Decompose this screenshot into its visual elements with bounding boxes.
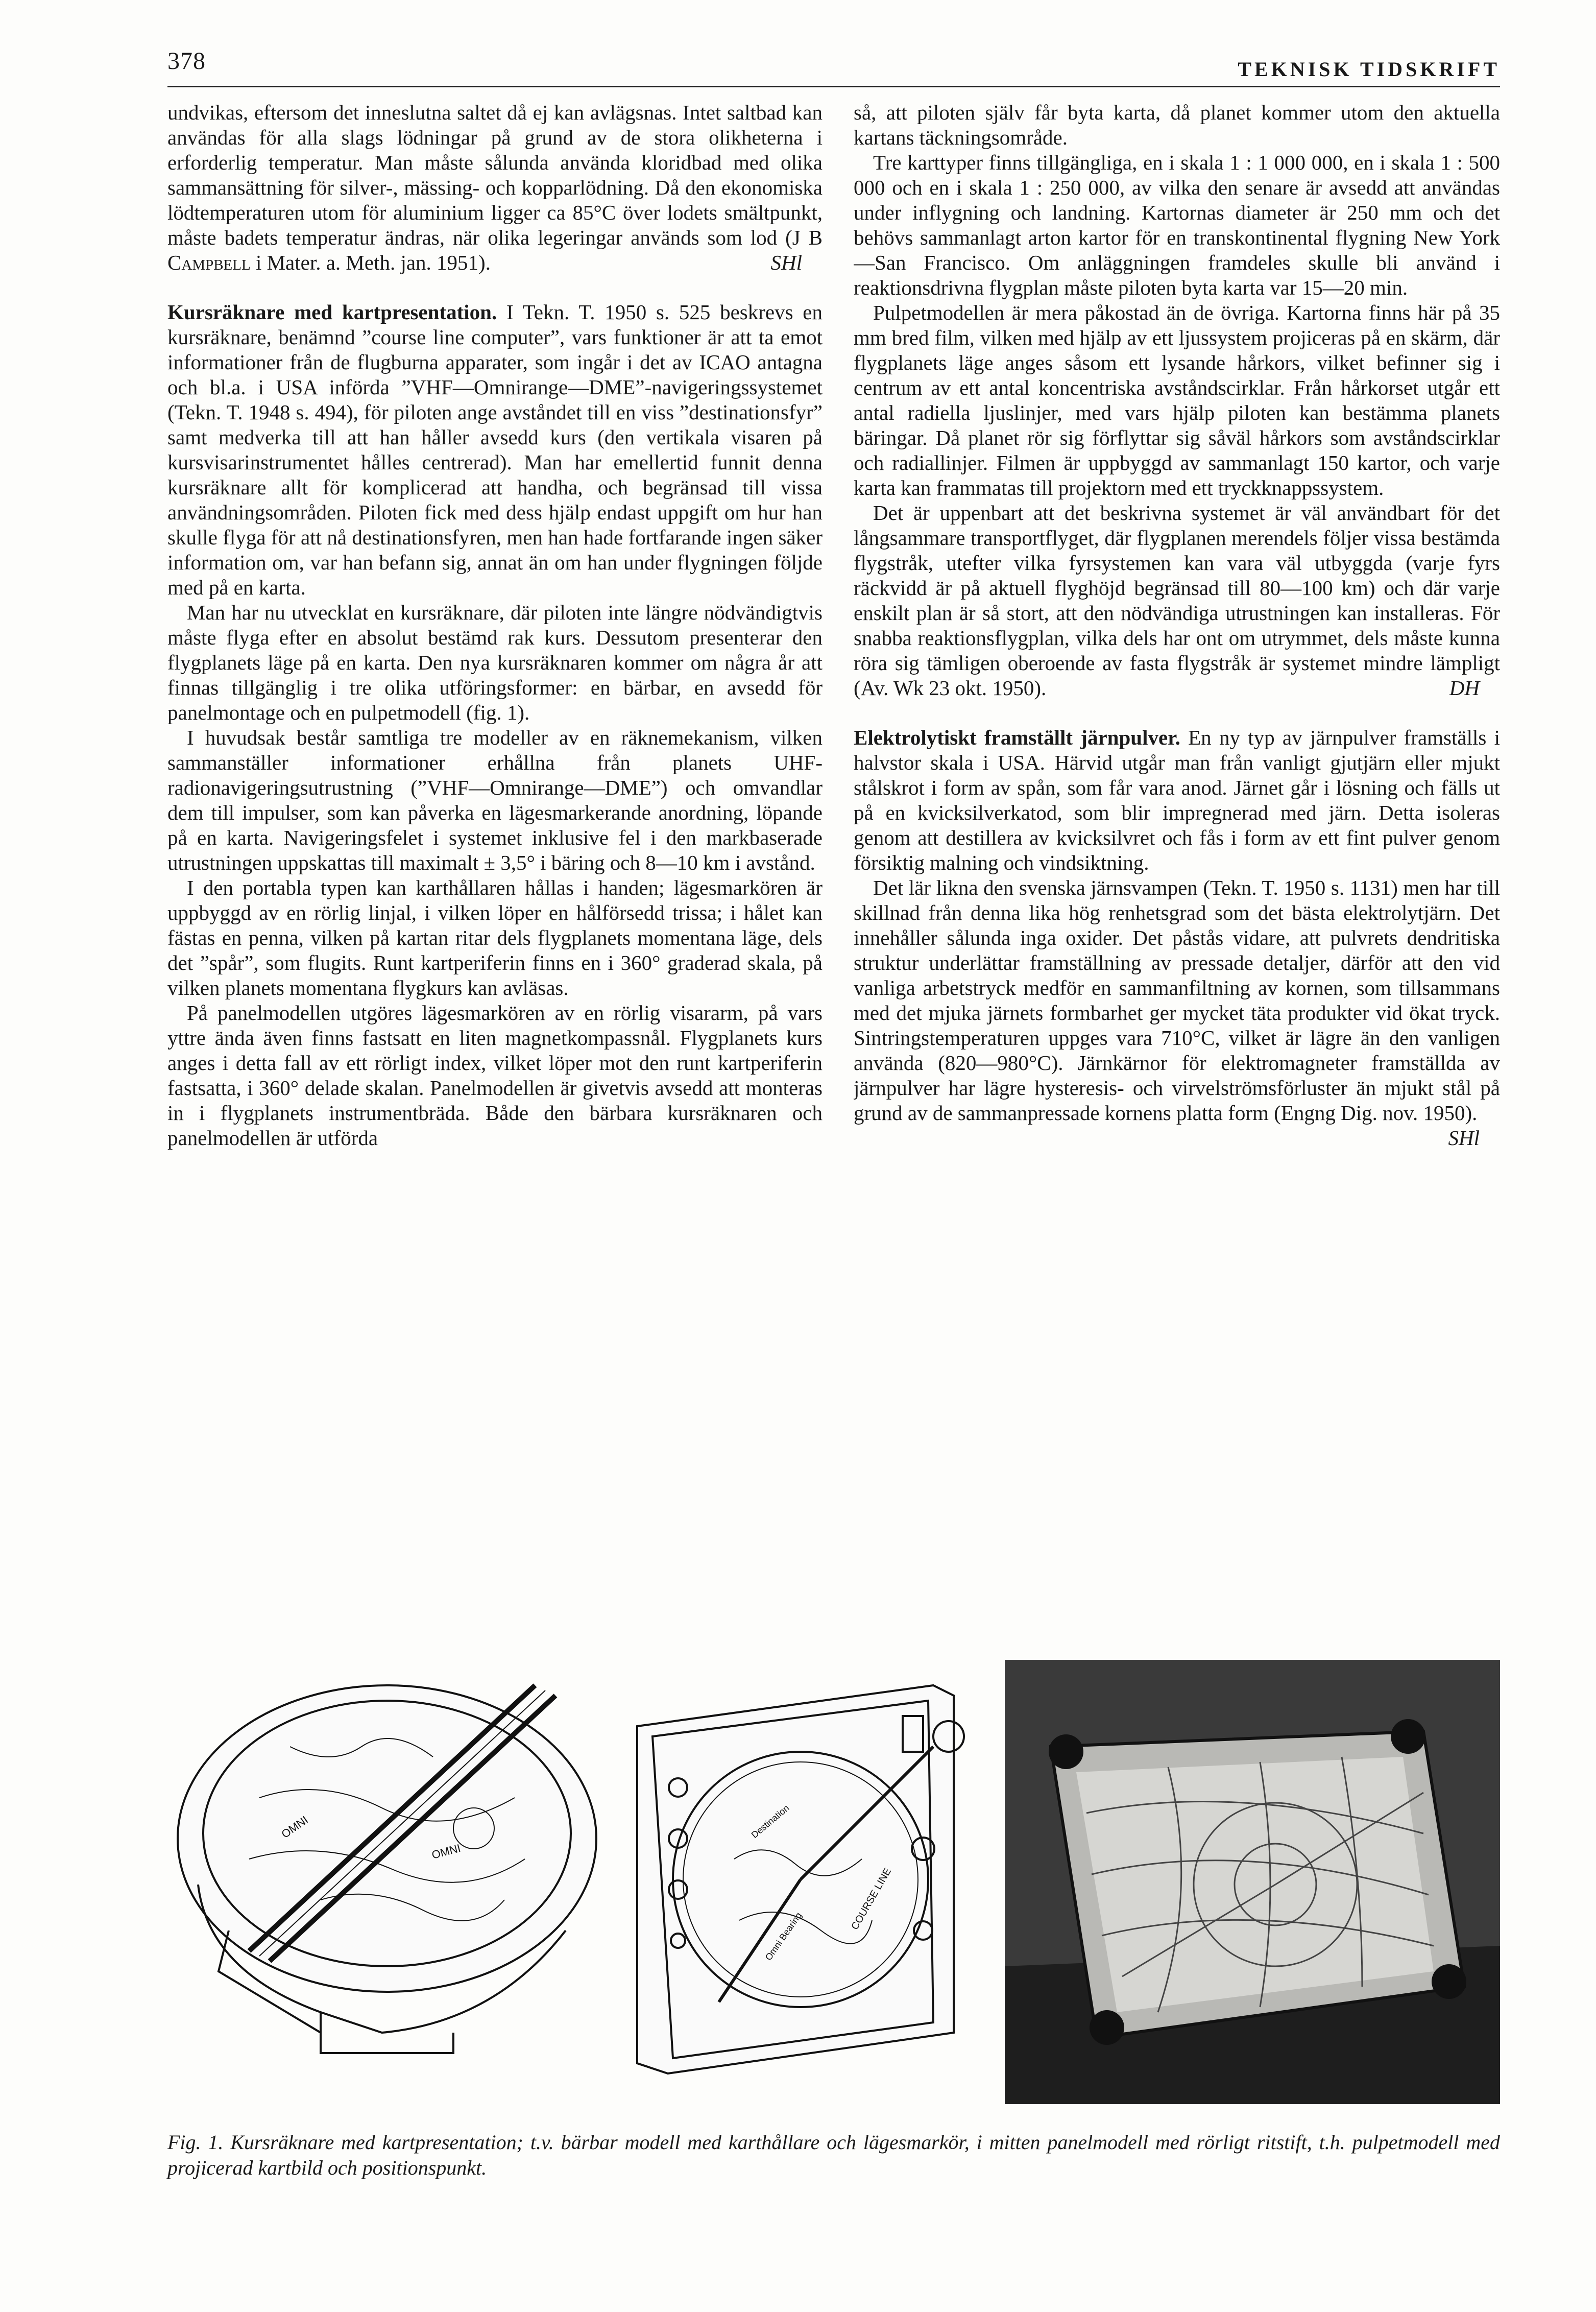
portable-computer-drawing [167, 1644, 607, 2104]
paragraph-text: Det lär likna den svenska järnsvampen (Tekn. T. 1950 s. 1131) men har till skillnad från denna lika hög renhetsgrad som det bästa elektrolytjärn. Det innehåller sålunda inga oxider. Det påstås vidare, att pulvrets dendritiska struktur underlättar framställning av pressade detaljer, därför att den vid vanliga arbetstryck medför en sammanfiltning av kornen, som tillsammans med det mjuka järnets formbarhet ger mycket täta produkter vid ökat tryck. Sintringstemperaturen uppges vara 710°C, vilket är lägre än den vanligen använda (820—980°C). Järnkärnor för elektromagneter framställda av järnpulver har lägre hysteresis- och virvelströmsförluster än mjukt stål på grund av de sammanpressade kornens platta form (Engng Dig. nov. 1950). [854, 876, 1500, 1125]
section-paragraph [167, 300, 823, 600]
paragraph [854, 500, 1500, 701]
figure-caption: Fig. 1. Kursräknare med kartpresentation; t.v. bärbar modell med karthållare och lägesmarkör, i mitten panelmodell med rörligt ritstift, t.h. pulpetmodell med projicerad kartbild och positionspunkt. [167, 2131, 1500, 2179]
panel-computer-drawing [617, 1644, 1005, 2104]
paragraph: Man har nu utvecklat en kursräknare, där piloten inte längre nödvändigtvis måste flyga efter en absolut bestämd rak kurs. Dessutom presenterar den flygplanets läge på en karta. Den nya kursräknaren kommer om några år att finnas tillgänglig i tre olika utföringsformer: en bärbar, en avsedd för panelmontage och en pulpetmodell (fig. 1). [167, 601, 823, 724]
figure-1 [167, 1644, 1500, 2104]
label-omni-bearing: Omni Bearing [763, 1910, 804, 1963]
section-paragraph [854, 725, 1500, 875]
label-course-line: COURSE LINE [849, 1866, 894, 1932]
paragraph: I den portabla typen kan karthållaren hållas i handen; lägesmarkören är uppbyggd av en rörlig linjal, i vilken löper en hålförsedd trissa; i hålet kan fästas en penna, vilken på kartan ritar dels flygplanets momentana läge, dels det ”spår”, som flugits. Runt kartperiferin finns en i 360° graderad skala, på vilken planets momentana flygkurs kan avläsas. [167, 876, 823, 999]
paragraph-text: undvikas, eftersom det inneslutna saltet då ej kan avlägsnas. Intet saltbad kan användas för alla slags lödningar på grund av de stora olikheterna i erforderlig temperatur. Man måste sålunda använda kloridbad med olika sammansättning för silver-, mässing- och kopparlödning. Då den ekonomiska lödtemperaturen utom för aluminium ligger ca 85°C över lodets smältpunkt, måste badets temperatur ändras, när olika legeringar används som lod (J B [167, 101, 823, 249]
paragraph: Pulpetmodellen är mera påkostad än de övriga. Kartorna finns här på 35 mm bred film, vilken med hjälp av ett ljussystem projiceras på en skärm, där flygplanets läge anges såsom ett lysande hårkors, vilket befinner sig i centrum av ett antal koncentriska avståndscirklar. Från hårkorset utgår ett antal radiella ljuslinjer, med vars hjälp piloten kan bestämma planets bäringar. Då planet rör sig förflyttar sig såväl hårkors som avståndscirklar och radiallinjer. Filmen är uppbyggd av sammanlagt 150 kartor, och varje karta kan frammatas till projektorn med ett tryckknappssystem. [854, 301, 1500, 499]
paragraph-text: I Tekn. T. 1950 s. 525 beskrevs en kursräknare, benämnd ”course line computer”, vars funktioner är att ta emot informationer från de flugburna apparater, som ingår i det av ICAO antagna och bl.a. i USA införda ”VHF—Omnirange—DME”-navigeringssystemet (Tekn. T. 1948 s. 494), för piloten ange avståndet till en viss ”destinationsfyr” samt medverka till att han håller avsedd kurs (den vertikala visaren på kursvisarinstrumentet hålles centrerad). Man har emellertid funnit denna kursräknare allt för komplicerad att handha, och begränsad till vissa användningsområden. Piloten fick med dess hjälp endast uppgift om hur han skulle flyga för att nå destinationsfyren, men han hade fortfarande ingen säker information om, var han befann sig, annat än om han under flygningen följde med på en karta. [167, 300, 823, 599]
desk-model-photo [1005, 1660, 1500, 2104]
label-omni-left: OMNI [279, 1813, 310, 1841]
paragraph [854, 875, 1500, 1151]
section-headline: Kursräknare med kartpresentation. [167, 300, 497, 324]
section-headline: Elektrolytiskt framställt järnpulver. [854, 726, 1180, 749]
page-number: 378 [167, 47, 206, 75]
journal-title: TEKNISK TIDSKRIFT [1238, 58, 1500, 81]
paragraph [167, 100, 823, 275]
left-column [167, 100, 823, 1612]
right-column [854, 100, 1500, 1612]
label-destination: Destination [749, 1802, 791, 1841]
author-signature: SHl [770, 251, 802, 274]
paragraph: På panelmodellen utgöres lägesmarkören av en rörlig visararm, på vars yttre ända även finns fastsatt en liten magnetkompassnål. Flygplanets kurs anges i detta fall av ett rörligt index, vilket löper mot den runt kartperiferin fastsatta, i 360° delade skalan. Panelmodellen är givetvis avsedd att monteras in i flygplanets instrumentbräda. Både den bärbara kursräknaren och panelmodellen är utförda [167, 1001, 823, 1150]
author-signature: SHl [1448, 1126, 1480, 1150]
paragraph: I huvudsak består samtliga tre modeller av en räknemekanism, vilken sammanställer informationer erhållna från planets UHF-radionavigeringsutrustning (”VHF—Omnirange—DME”) och omvandlar dem till impulser, som kan påverka en lägesmarkerande anordning, löpande på en karta. Navigeringsfelet i systemet inklusive fel i den markbaserade utrustningen uppskattas till maximalt ± 3,5° i bäring och 8—10 km i avstånd. [167, 726, 823, 874]
label-omni-right: OMNI [430, 1841, 462, 1862]
citation-text: i Mater. a. Meth. jan. 1951). [250, 251, 491, 274]
paragraph-text: En ny typ av järnpulver framställs i halvstor skala i USA. Härvid utgår man från vanligt gjutjärn eller mjukt stålskrot i form av spån, som får vara anod. Järnet går i lösning och fälls ut på en kvicksilverkatod, som blir impregnerad med järn. Detta isoleras genom att destillera av kvicksilvret och fås i form av ett fint pulver genom försiktig malning och vindsiktning. [854, 726, 1500, 874]
author-signature: DH [1449, 676, 1480, 700]
paragraph: Tre karttyper finns tillgängliga, en i skala 1 : 1 000 000, en i skala 1 : 500 000 och en i skala 1 : 250 000, av vilka den senare är avsedd att användas under inflygning och landning. Kartornas diameter är 250 mm och det behövs sammanlagt arton kartor för en transkontinental flygning New York—San Francisco. Om anläggningen framdeles skulle bli använd i reaktionsdrivna flygplan måste piloten byta karta var 15—20 min. [854, 151, 1500, 299]
paragraph: så, att piloten själv får byta karta, då planet kommer utom den aktuella kartans täckningsområde. [854, 101, 1500, 149]
paragraph-text: Det är uppenbart att det beskrivna systemet är väl användbart för det långsammare transportflyget, där flygplanen merendels följer vissa bestämda flygstråk, utefter vilka fyrsystemen kan vara väl utbyggda (varje fyrs räckvidd är på aktuell flyghöjd begränsad till 80—100 km) och där varje enskilt plan är så stort, att den nödvändiga utrustningen kan installeras. För snabba reaktionsflygplan, vilka dels har ont om utrymmet, dels måste kunna röra sig tämligen oberoende av fasta flygstråk är systemet mindre lämpligt (Av. Wk 23 okt. 1950). [854, 501, 1500, 700]
header-rule [167, 86, 1500, 87]
author-name: Campbell [167, 251, 251, 274]
